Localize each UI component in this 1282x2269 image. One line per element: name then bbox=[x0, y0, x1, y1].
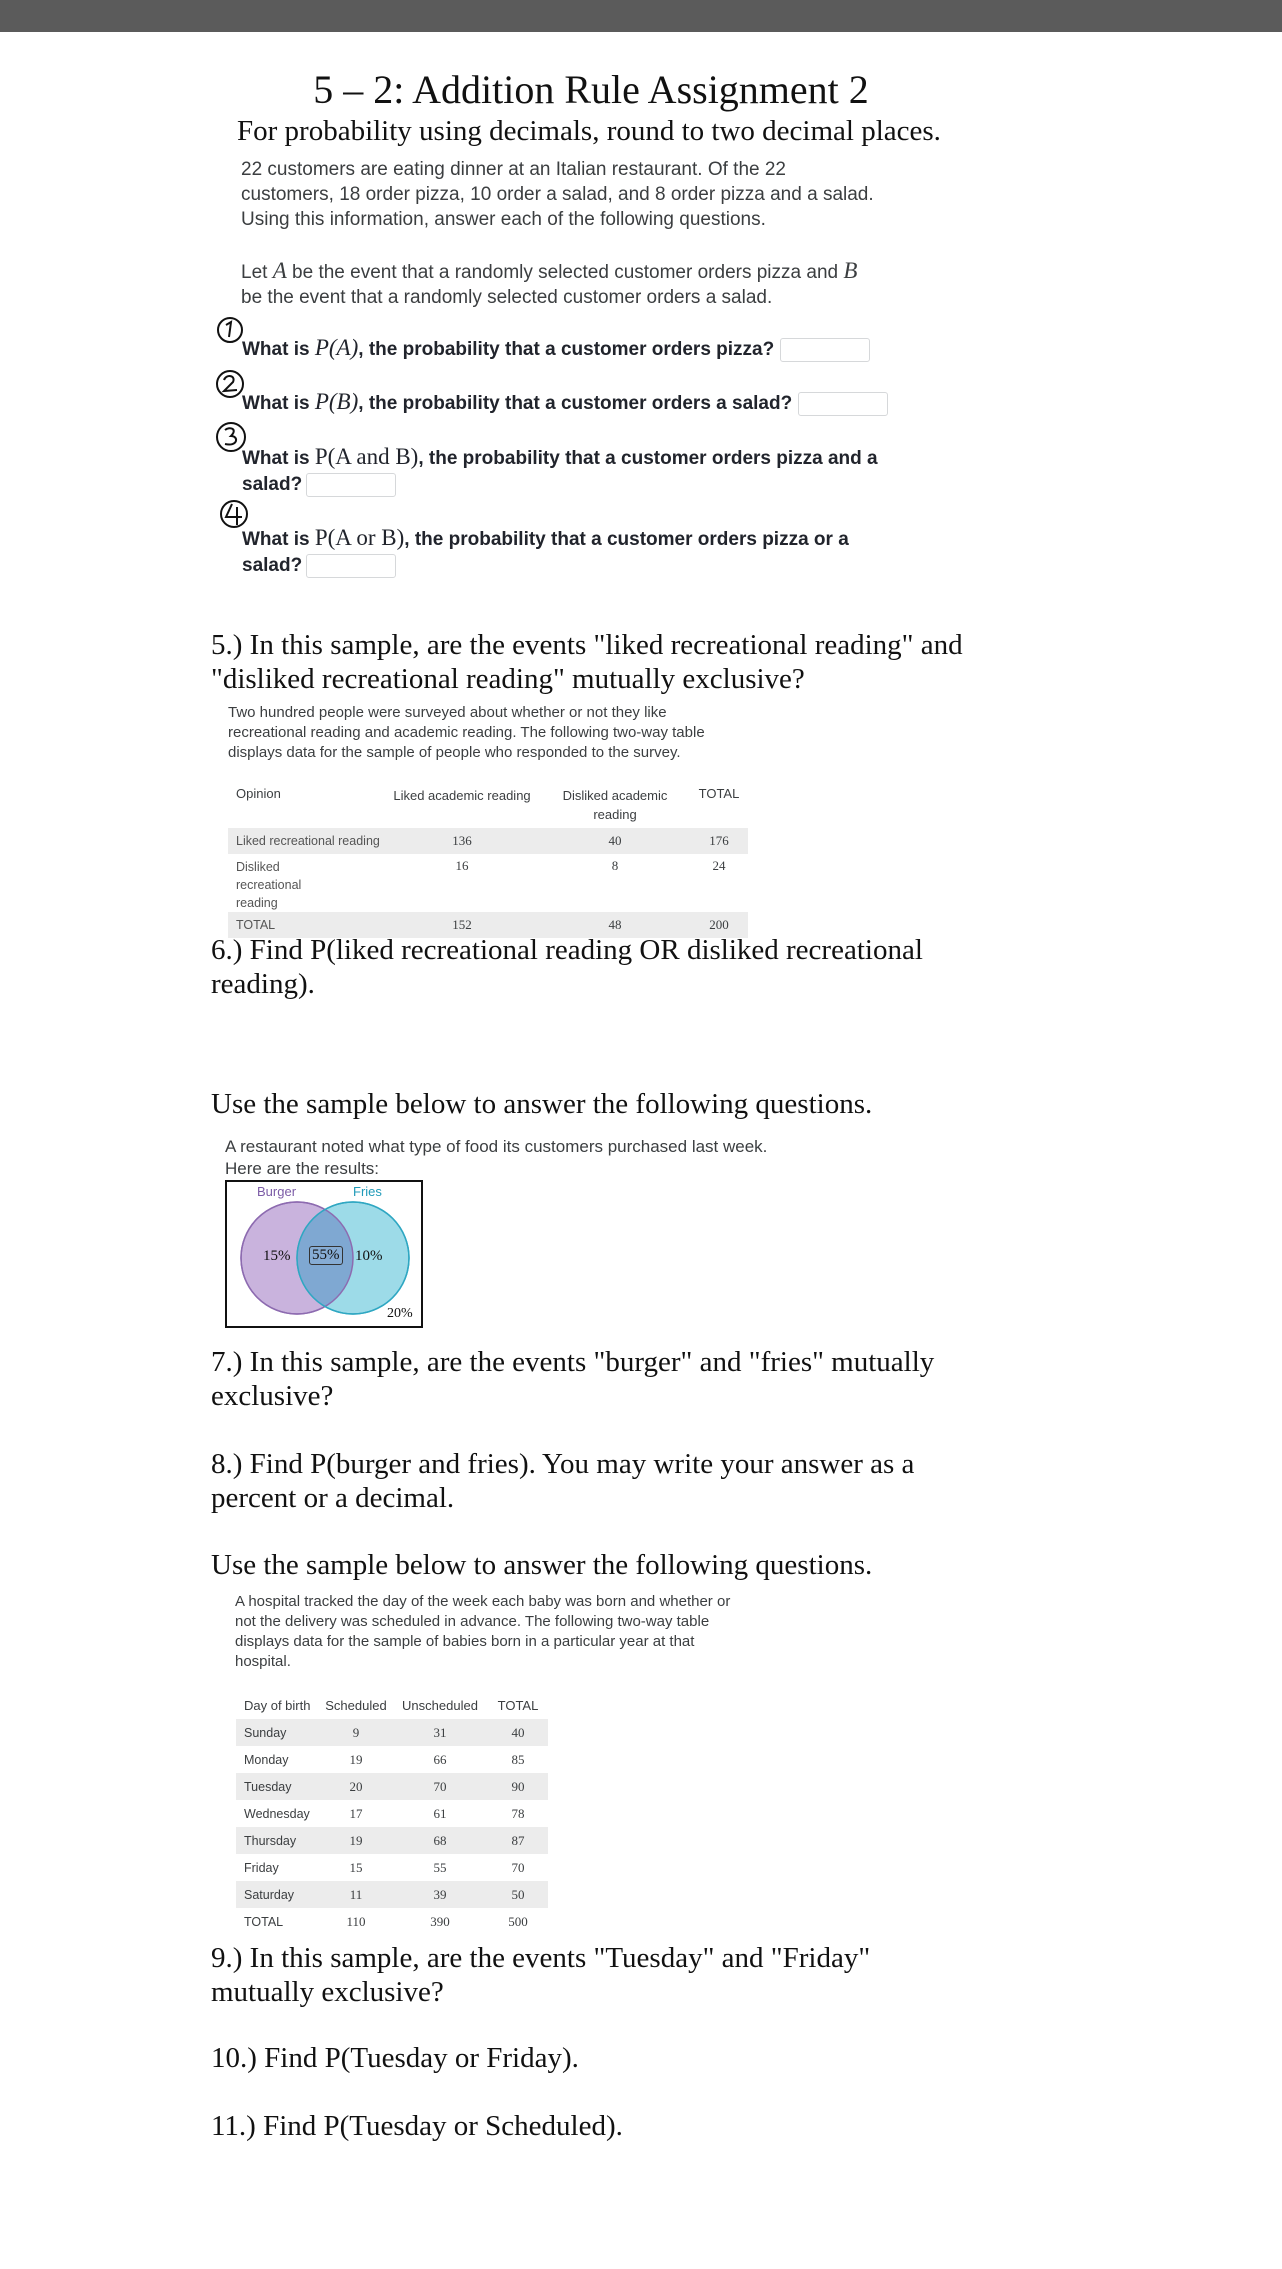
question-line: percent or a decimal. bbox=[211, 1482, 455, 1514]
table-header: Unscheduled bbox=[402, 1698, 478, 1713]
table-row bbox=[236, 1719, 548, 1746]
table-cell: Friday bbox=[244, 1860, 279, 1875]
scenario-line: Using this information, answer each of the following questions. bbox=[241, 209, 766, 230]
burger-only-value: 15% bbox=[263, 1248, 291, 1264]
question-line bbox=[242, 472, 878, 498]
answer-box-1[interactable] bbox=[780, 338, 870, 362]
table-cell: 78 bbox=[511, 1805, 525, 1821]
rounding-note: For probability using decimals, round to two decimal places. bbox=[237, 115, 941, 147]
table-cell: 176 bbox=[709, 833, 729, 848]
question-10: 10.) Find P(Tuesday or Friday). bbox=[211, 2042, 579, 2074]
question-text: , the probability that a customer orders pizza or a bbox=[404, 529, 849, 550]
answer-box-2[interactable] bbox=[798, 392, 888, 416]
definition-line: be the event that a randomly selected customer orders a salad. bbox=[241, 287, 773, 308]
description-line: displays data for the sample of people who responded to the survey. bbox=[228, 744, 681, 761]
question-line: reading). bbox=[211, 968, 315, 1000]
question-text: What is bbox=[242, 529, 315, 550]
question-7 bbox=[211, 1345, 934, 1413]
question-4 bbox=[242, 525, 849, 579]
event-definition bbox=[241, 258, 857, 310]
table-cell: 40 bbox=[511, 1724, 525, 1740]
table-row bbox=[236, 1908, 548, 1935]
table-cell: 19 bbox=[349, 1832, 363, 1848]
description-line: not the delivery was scheduled in advance. The following two-way table bbox=[235, 1613, 710, 1630]
page-title: 5 – 2: Addition Rule Assignment 2 bbox=[313, 67, 869, 112]
table-cell: 19 bbox=[349, 1751, 363, 1767]
question-5 bbox=[211, 628, 963, 696]
table-cell: 31 bbox=[433, 1724, 447, 1740]
question-text: What is bbox=[242, 393, 315, 414]
table-cell: 50 bbox=[511, 1886, 525, 1902]
description-line: A hospital tracked the day of the week each baby was born and whether or bbox=[235, 1593, 731, 1610]
both-value: 55% bbox=[309, 1246, 343, 1265]
scenario-text bbox=[241, 157, 874, 232]
question-line: 5.) In this sample, are the events "liked recreational reading" and bbox=[211, 629, 963, 661]
hospital-description bbox=[235, 1592, 730, 1672]
question-line: mutually exclusive? bbox=[211, 1976, 444, 2008]
table-header: Liked academic reading bbox=[393, 788, 531, 803]
table-cell: 500 bbox=[508, 1913, 528, 1929]
answer-box-3[interactable] bbox=[306, 473, 396, 497]
table-cell: 48 bbox=[608, 917, 622, 932]
table-cell: TOTAL bbox=[244, 1914, 284, 1929]
question-line bbox=[242, 525, 849, 553]
table-cell: 9 bbox=[352, 1724, 360, 1740]
description-line: Two hundred people were surveyed about whether or not they like bbox=[228, 704, 667, 721]
table-header: Disliked academic reading bbox=[562, 788, 668, 822]
probability-expression: P(B) bbox=[314, 389, 359, 414]
table-row bbox=[228, 828, 748, 854]
question-9 bbox=[211, 1941, 870, 2009]
table-cell: 70 bbox=[433, 1778, 447, 1794]
question-line: exclusive? bbox=[211, 1380, 334, 1412]
question-6 bbox=[211, 933, 923, 1001]
question-line: 7.) In this sample, are the events "burger" and "fries" mutually bbox=[211, 1346, 935, 1378]
table-cell: Disliked recreational reading bbox=[236, 860, 302, 910]
table-cell: 66 bbox=[433, 1751, 447, 1767]
table-cell: Thursday bbox=[244, 1833, 297, 1848]
definition-line bbox=[241, 258, 857, 285]
hospital-table bbox=[236, 1692, 548, 1935]
reading-survey-description bbox=[228, 703, 705, 763]
table-cell: 20 bbox=[349, 1778, 363, 1794]
probability-expression: P(A or B) bbox=[314, 525, 405, 550]
table-row bbox=[236, 1773, 548, 1800]
question-text: salad? bbox=[242, 555, 303, 576]
table-cell: 152 bbox=[452, 917, 472, 932]
reading-table bbox=[228, 784, 748, 938]
table-cell: 68 bbox=[433, 1832, 447, 1848]
question-text: What is bbox=[242, 339, 315, 360]
table-cell: 40 bbox=[608, 833, 622, 848]
question-8 bbox=[211, 1447, 914, 1515]
table-cell: 85 bbox=[511, 1751, 525, 1767]
table-cell: 16 bbox=[455, 858, 469, 873]
table-row bbox=[236, 1800, 548, 1827]
table-row bbox=[236, 1854, 548, 1881]
question-text: , the probability that a customer orders pizza and a bbox=[418, 448, 878, 469]
event-b-symbol: B bbox=[843, 258, 858, 283]
table-cell: Saturday bbox=[244, 1887, 295, 1902]
question-1 bbox=[242, 335, 870, 362]
question-line: 9.) In this sample, are the events "Tuesday" and "Friday" bbox=[211, 1942, 871, 1974]
table-cell: Wednesday bbox=[244, 1806, 310, 1821]
table-header: TOTAL bbox=[698, 786, 740, 801]
table-cell: 200 bbox=[709, 917, 729, 932]
event-a-symbol: A bbox=[272, 258, 287, 283]
question-line bbox=[242, 553, 849, 579]
description-line: Here are the results: bbox=[225, 1159, 380, 1178]
table-cell: 24 bbox=[712, 858, 726, 873]
question-line: 8.) Find P(burger and fries). You may write your answer as a bbox=[211, 1448, 915, 1480]
definition-text: be the event that a randomly selected customer orders pizza and bbox=[286, 262, 844, 283]
assignment-page bbox=[0, 32, 1282, 2269]
description-line: hospital. bbox=[235, 1653, 291, 1670]
table-cell: 15 bbox=[349, 1859, 363, 1875]
table-cell: 70 bbox=[511, 1859, 525, 1875]
question-text: salad? bbox=[242, 474, 303, 495]
table-header-row bbox=[228, 784, 748, 828]
question-3 bbox=[242, 444, 878, 498]
hospital-instruction: Use the sample below to answer the following questions. bbox=[211, 1549, 873, 1581]
burger-label: Burger bbox=[257, 1184, 297, 1199]
table-cell: 87 bbox=[511, 1832, 525, 1848]
question-line: 6.) Find P(liked recreational reading OR disliked recreational bbox=[211, 934, 923, 966]
table-row bbox=[236, 1746, 548, 1773]
probability-expression: P(A) bbox=[314, 335, 359, 360]
answer-box-4[interactable] bbox=[306, 554, 396, 578]
top-bar bbox=[0, 0, 1282, 32]
venn-diagram bbox=[225, 1180, 423, 1328]
table-row bbox=[236, 1881, 548, 1908]
fries-only-value: 10% bbox=[355, 1248, 383, 1264]
question-2 bbox=[242, 389, 888, 416]
venn-description bbox=[225, 1136, 767, 1180]
probability-expression: P(A and B) bbox=[314, 444, 419, 469]
table-cell: 17 bbox=[349, 1805, 363, 1821]
table-cell: TOTAL bbox=[236, 918, 276, 932]
table-cell: 390 bbox=[430, 1913, 450, 1929]
table-header-row bbox=[236, 1692, 548, 1719]
question-11: 11.) Find P(Tuesday or Scheduled). bbox=[211, 2110, 623, 2142]
table-cell: 110 bbox=[346, 1913, 366, 1929]
table-row bbox=[228, 854, 748, 912]
question-text: , the probability that a customer orders a salad? bbox=[358, 393, 793, 414]
table-row bbox=[236, 1827, 548, 1854]
table-cell: Sunday bbox=[244, 1725, 287, 1740]
definition-text: Let bbox=[241, 262, 273, 283]
question-line: "disliked recreational reading" mutually exclusive? bbox=[211, 663, 805, 695]
venn-instruction: Use the sample below to answer the following questions. bbox=[211, 1088, 873, 1120]
table-header: Opinion bbox=[236, 786, 281, 801]
table-cell: Monday bbox=[244, 1752, 289, 1767]
table-header: TOTAL bbox=[497, 1698, 539, 1713]
table-cell: Liked recreational reading bbox=[236, 834, 380, 848]
neither-value: 20% bbox=[387, 1306, 413, 1321]
description-line: A restaurant noted what type of food its customers purchased last week. bbox=[225, 1137, 768, 1156]
question-line bbox=[242, 444, 878, 472]
scenario-line: 22 customers are eating dinner at an Italian restaurant. Of the 22 bbox=[241, 159, 786, 180]
table-cell: 8 bbox=[611, 858, 619, 873]
description-line: recreational reading and academic reading. The following two-way table bbox=[228, 724, 705, 741]
description-line: displays data for the sample of babies born in a particular year at that bbox=[235, 1633, 695, 1650]
table-cell: 136 bbox=[452, 833, 472, 848]
table-cell: 55 bbox=[433, 1859, 447, 1875]
question-text: , the probability that a customer orders pizza? bbox=[358, 339, 775, 360]
scenario-line: customers, 18 order pizza, 10 order a salad, and 8 order pizza and a salad. bbox=[241, 184, 874, 205]
table-cell: 11 bbox=[349, 1886, 363, 1902]
fries-label: Fries bbox=[353, 1184, 382, 1199]
table-cell: 90 bbox=[511, 1778, 525, 1794]
table-cell: Tuesday bbox=[244, 1779, 292, 1794]
question-text: What is bbox=[242, 448, 315, 469]
table-header: Day of birth bbox=[244, 1698, 311, 1713]
table-cell: 39 bbox=[433, 1886, 447, 1902]
table-header: Scheduled bbox=[325, 1698, 387, 1713]
table-cell: 61 bbox=[433, 1805, 447, 1821]
